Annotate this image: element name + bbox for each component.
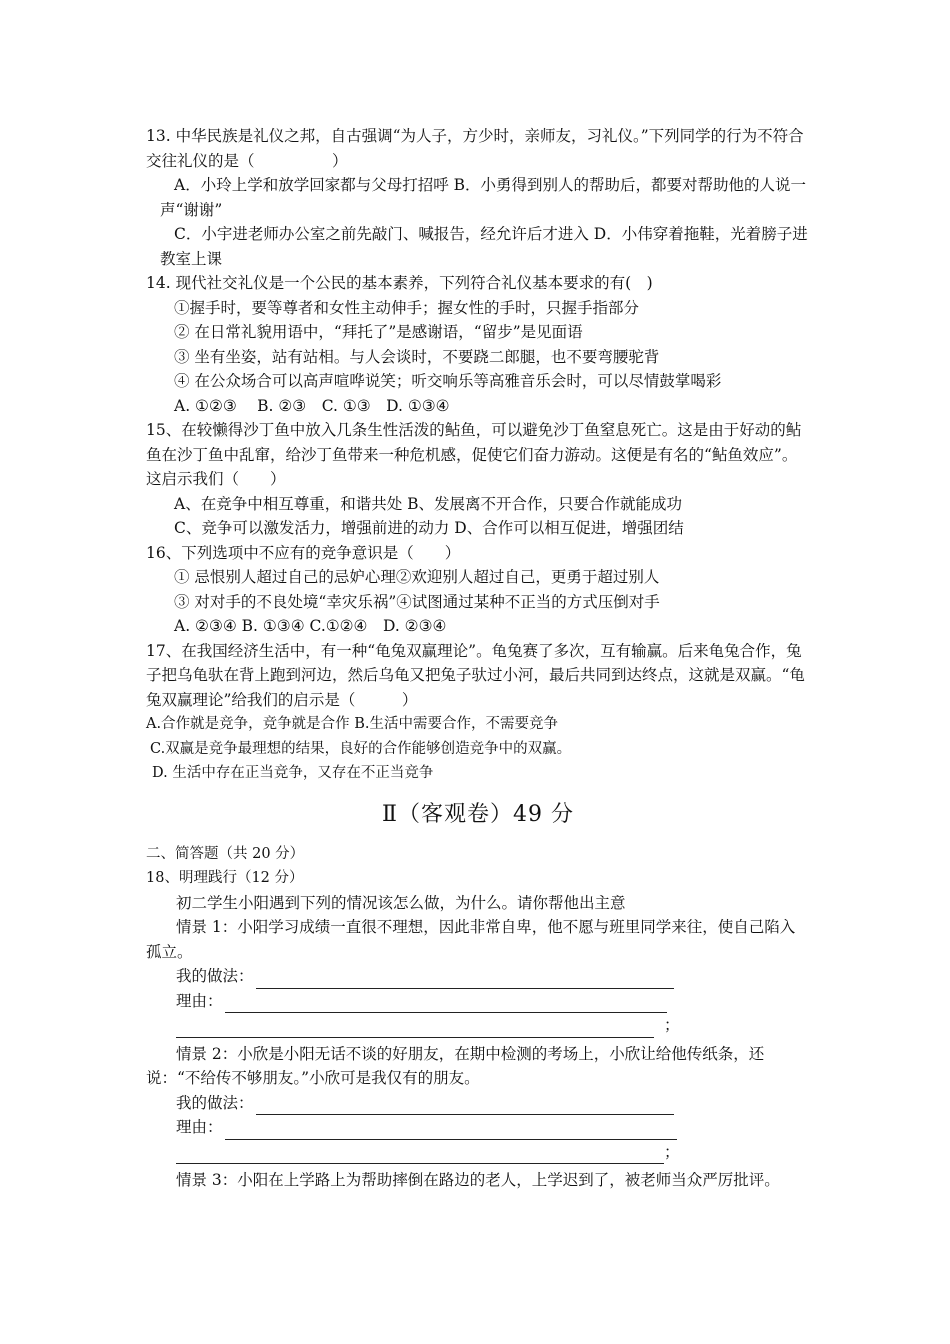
scene-1-my-way-row xyxy=(146,964,810,989)
exam-content xyxy=(146,124,810,1193)
scene-1-reason-blank-2[interactable] xyxy=(176,1020,654,1038)
scene-1-reason-blank[interactable] xyxy=(225,995,667,1013)
scene-2-reason-row xyxy=(146,1115,810,1140)
question-13 xyxy=(146,124,810,271)
question-16 xyxy=(146,541,810,639)
question-14-item-1: ①握手时，要等尊者和女性主动伸手；握女性的手时，只握手指部分 xyxy=(174,298,640,317)
question-13-options-cd: C．小宇进老师办公室之前先敲门、喊报告，经允许后才进入 D．小伟穿着拖鞋，光着膀子进教室上课 xyxy=(160,225,808,268)
question-17-option-d: D. 生活中存在正当竞争，又存在不正当竞争 xyxy=(152,765,434,781)
question-14-options: A. ①②③ B. ②③ C. ①③ D. ①③④ xyxy=(174,396,450,415)
question-15-options-ab: A、在竞争中相互尊重，和谐共处 B、发展离不开合作，只要合作就能成功 xyxy=(174,494,683,513)
scene-2-my-way-row xyxy=(146,1091,810,1116)
question-13-options-ab: A．小玲上学和放学回家都与父母打招呼 B．小勇得到别人的帮助后，都要对帮助他的人说一声“谢谢” xyxy=(160,176,807,219)
question-18-title: 18、明理践行（12 分） xyxy=(146,870,304,886)
scene-2-reason-row-2 xyxy=(146,1140,810,1165)
scene-2-text: 情景 2：小欣是小阳无话不谈的好朋友，在期中检测的考场上，小欣让给他传纸条，还说：“不给传不够朋友。”小欣可是我仅有的朋友。 xyxy=(146,1044,765,1087)
scene-1-my-way-label: 我的做法： xyxy=(176,967,254,985)
scene-3-text: 情景 3：小阳在上学路上为帮助摔倒在路边的老人，上学迟到了，被老师当众严厉批评。 xyxy=(176,1171,780,1189)
question-17-option-c: C.双赢是竞争最理想的结果，良好的合作能够创造竞争中的双赢。 xyxy=(150,740,572,757)
question-13-stem: 13. 中华民族是礼仪之邦，自古强调“为人子，方少时，亲师友，习礼仪。”下列同学的行为不符合交往礼仪的是（ ） xyxy=(146,127,804,170)
section-2-heading: 二、简答题（共 20 分） xyxy=(146,845,305,862)
scene-2-my-way-blank[interactable] xyxy=(256,1097,674,1115)
scene-2-reason-blank-2[interactable] xyxy=(176,1146,664,1164)
scene-2-reason-blank[interactable] xyxy=(225,1122,677,1140)
question-15 xyxy=(146,418,810,541)
question-17 xyxy=(146,639,810,786)
scene-1-reason-row xyxy=(146,989,810,1014)
question-17-stem: 17、在我国经济生活中，有一种“龟兔双赢理论”。龟兔赛了多次，互有输赢。后来龟兔合作，兔子把乌龟驮在背上跑到河边，然后乌龟又把兔子驮过小河，最后共同到达终点，这就是双赢。“龟兔双赢理论”给我们的启示是（ ） xyxy=(146,641,805,709)
question-14-stem: 14. 现代社交礼仪是一个公民的基本素养，下列符合礼仪基本要求的有( ) xyxy=(146,274,653,292)
question-16-item-2: ③ 对对手的不良处境“幸灾乐祸”④试图通过某种不正当的方式压倒对手 xyxy=(174,592,660,611)
question-14 xyxy=(146,271,810,418)
question-16-options: A. ②③④ B. ①③④ C.①②④ D. ②③④ xyxy=(174,617,447,635)
question-16-item-1: ① 忌恨别人超过自己的忌妒心理②欢迎别人超过自己，更勇于超过别人 xyxy=(174,568,660,586)
section-2-title: Ⅱ（客观卷）49 分 xyxy=(382,801,574,827)
scene-1-reason-row-2 xyxy=(146,1013,810,1038)
question-15-stem: 15、在较懒得沙丁鱼中放入几条生性活泼的鲇鱼，可以避免沙丁鱼窒息死亡。这是由于好动的鲇鱼在沙丁鱼中乱窜，给沙丁鱼带来一种危机感，促使它们奋力游动。这便是有名的“鲇鱼效应”。这启示我们（ ） xyxy=(146,421,802,488)
scene-1-my-way-blank[interactable] xyxy=(256,971,674,989)
question-18-intro: 初二学生小阳遇到下列的情况该怎么做，为什么。请你帮他出主意 xyxy=(176,893,626,912)
question-15-options-cd: C、竞争可以激发活力，增强前进的动力 D、合作可以相互促进，增强团结 xyxy=(174,519,684,537)
scene-2-end-mark: ； xyxy=(664,1142,680,1161)
question-14-item-4: ④ 在公众场合可以高声喧哗说笑；听交响乐等高雅音乐会时，可以尽情鼓掌喝彩 xyxy=(174,372,722,390)
question-16-stem: 16、下列选项中不应有的竞争意识是（ ） xyxy=(146,543,461,562)
scene-2-my-way-label: 我的做法： xyxy=(176,1093,254,1112)
question-17-options-ab: A.合作就是竞争，竞争就是合作 B.生活中需要合作，不需要竞争 xyxy=(146,716,558,732)
scene-2-reason-label: 理由： xyxy=(176,1118,223,1136)
scene-1-text: 情景 1：小阳学习成绩一直很不理想，因此非常自卑，他不愿与班里同学来往，使自己陷入孤立。 xyxy=(146,918,796,961)
question-14-item-3: ③ 坐有坐姿，站有站相。与人会谈时，不要跷二郎腿，也不要弯腰驼背 xyxy=(174,347,660,366)
scene-1-reason-label: 理由： xyxy=(176,991,223,1010)
scene-1-end-mark: ； xyxy=(664,1016,680,1034)
question-14-item-2: ② 在日常礼貌用语中，“拜托了”是感谢语，“留步”是见面语 xyxy=(174,323,583,341)
